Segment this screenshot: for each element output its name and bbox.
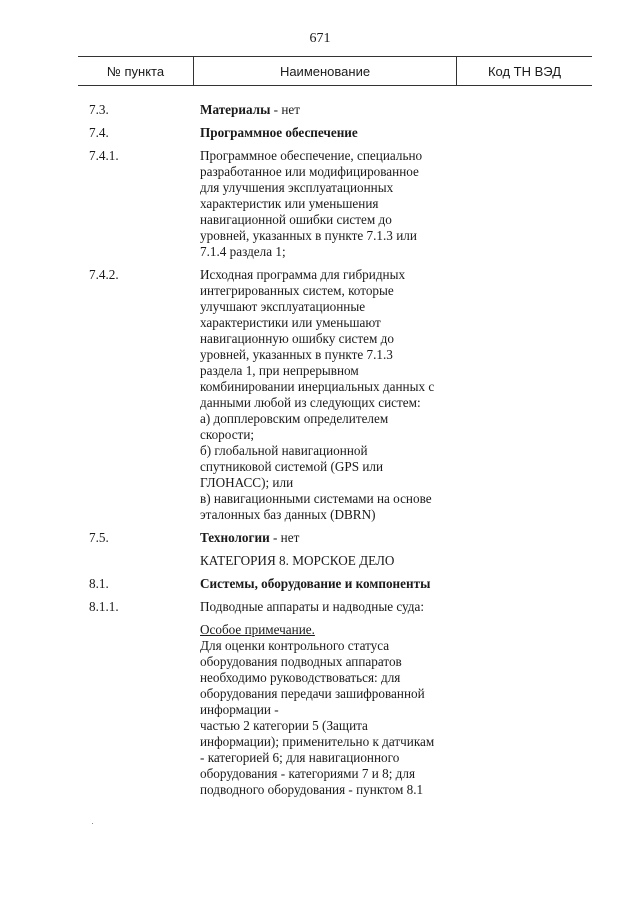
special-note: Особое примечание. Для оценки контрольного статуса оборудования подводных аппаратов необходимо руководствоваться: для оборудования передачи зашифрованной информации - частью 2 категории 5 (Защита информации); применительно к датчикам - категорией 6; для навигационного оборудования - категориями 7 и 8; для подводного оборудования - пунктом 8.1 [200,622,460,798]
item-number [0,622,200,798]
item-number: 7.4.2. [89,267,119,282]
note-title: Особое примечание. [200,622,315,637]
item-text: Системы, оборудование и компоненты [200,576,431,591]
table-row [0,576,640,592]
category-heading-row [0,553,640,569]
item-text: Исходная программа для гибридных интегрированных систем, которые улучшают эксплуатационные характеристики или уменьшают навигационную ошибку систем до уровней, указанных в пункте 7.1.3 раздела 1, при непрерывном комбинировании инерциальных данных с данными любой из следующих систем: а) допплеровским определителем скорости; б) глобальной навигационной спутниковой системой (GPS или ГЛОНАСС); или в) навигационными системами на основе эталонных баз данных (DBRN) [200,267,435,522]
item-text: Подводные аппараты и надводные суда: [200,599,425,614]
table-row [0,125,640,141]
item-text: Программное обеспечение, специально разработанное или модифицированное для улучшения эксплуатационных характеристик или уменьшения навигационной ошибки систем до уровней, указанных в пункте 7.1.3 или 7.1.4 раздела 1; [200,148,423,259]
document-body [0,102,640,805]
table-row [0,530,640,546]
item-text: Технологии - нет [200,530,300,545]
item-number: 7.3. [89,102,109,117]
item-number: 8.1. [89,576,109,591]
table-header [78,56,592,86]
header-code: Код ТН ВЭД [487,63,562,79]
header-item-number: № пункта [106,63,165,79]
scan-speck [92,823,93,824]
table-row [0,267,640,523]
item-text: Материалы - нет [200,102,301,117]
page-number: 671 [309,31,331,46]
item-number: 7.5. [89,530,109,545]
note-row [0,622,640,798]
item-number: 8.1.1. [89,599,119,614]
category-heading: КАТЕГОРИЯ 8. МОРСКОЕ ДЕЛО [200,553,395,568]
item-number: 7.4. [89,125,109,140]
table-row [0,148,640,260]
item-text: Программное обеспечение [200,125,358,140]
item-number: 7.4.1. [89,148,119,163]
table-row [0,599,640,615]
header-name: Наименование [193,57,457,85]
item-number [0,553,200,569]
table-row [0,102,640,118]
